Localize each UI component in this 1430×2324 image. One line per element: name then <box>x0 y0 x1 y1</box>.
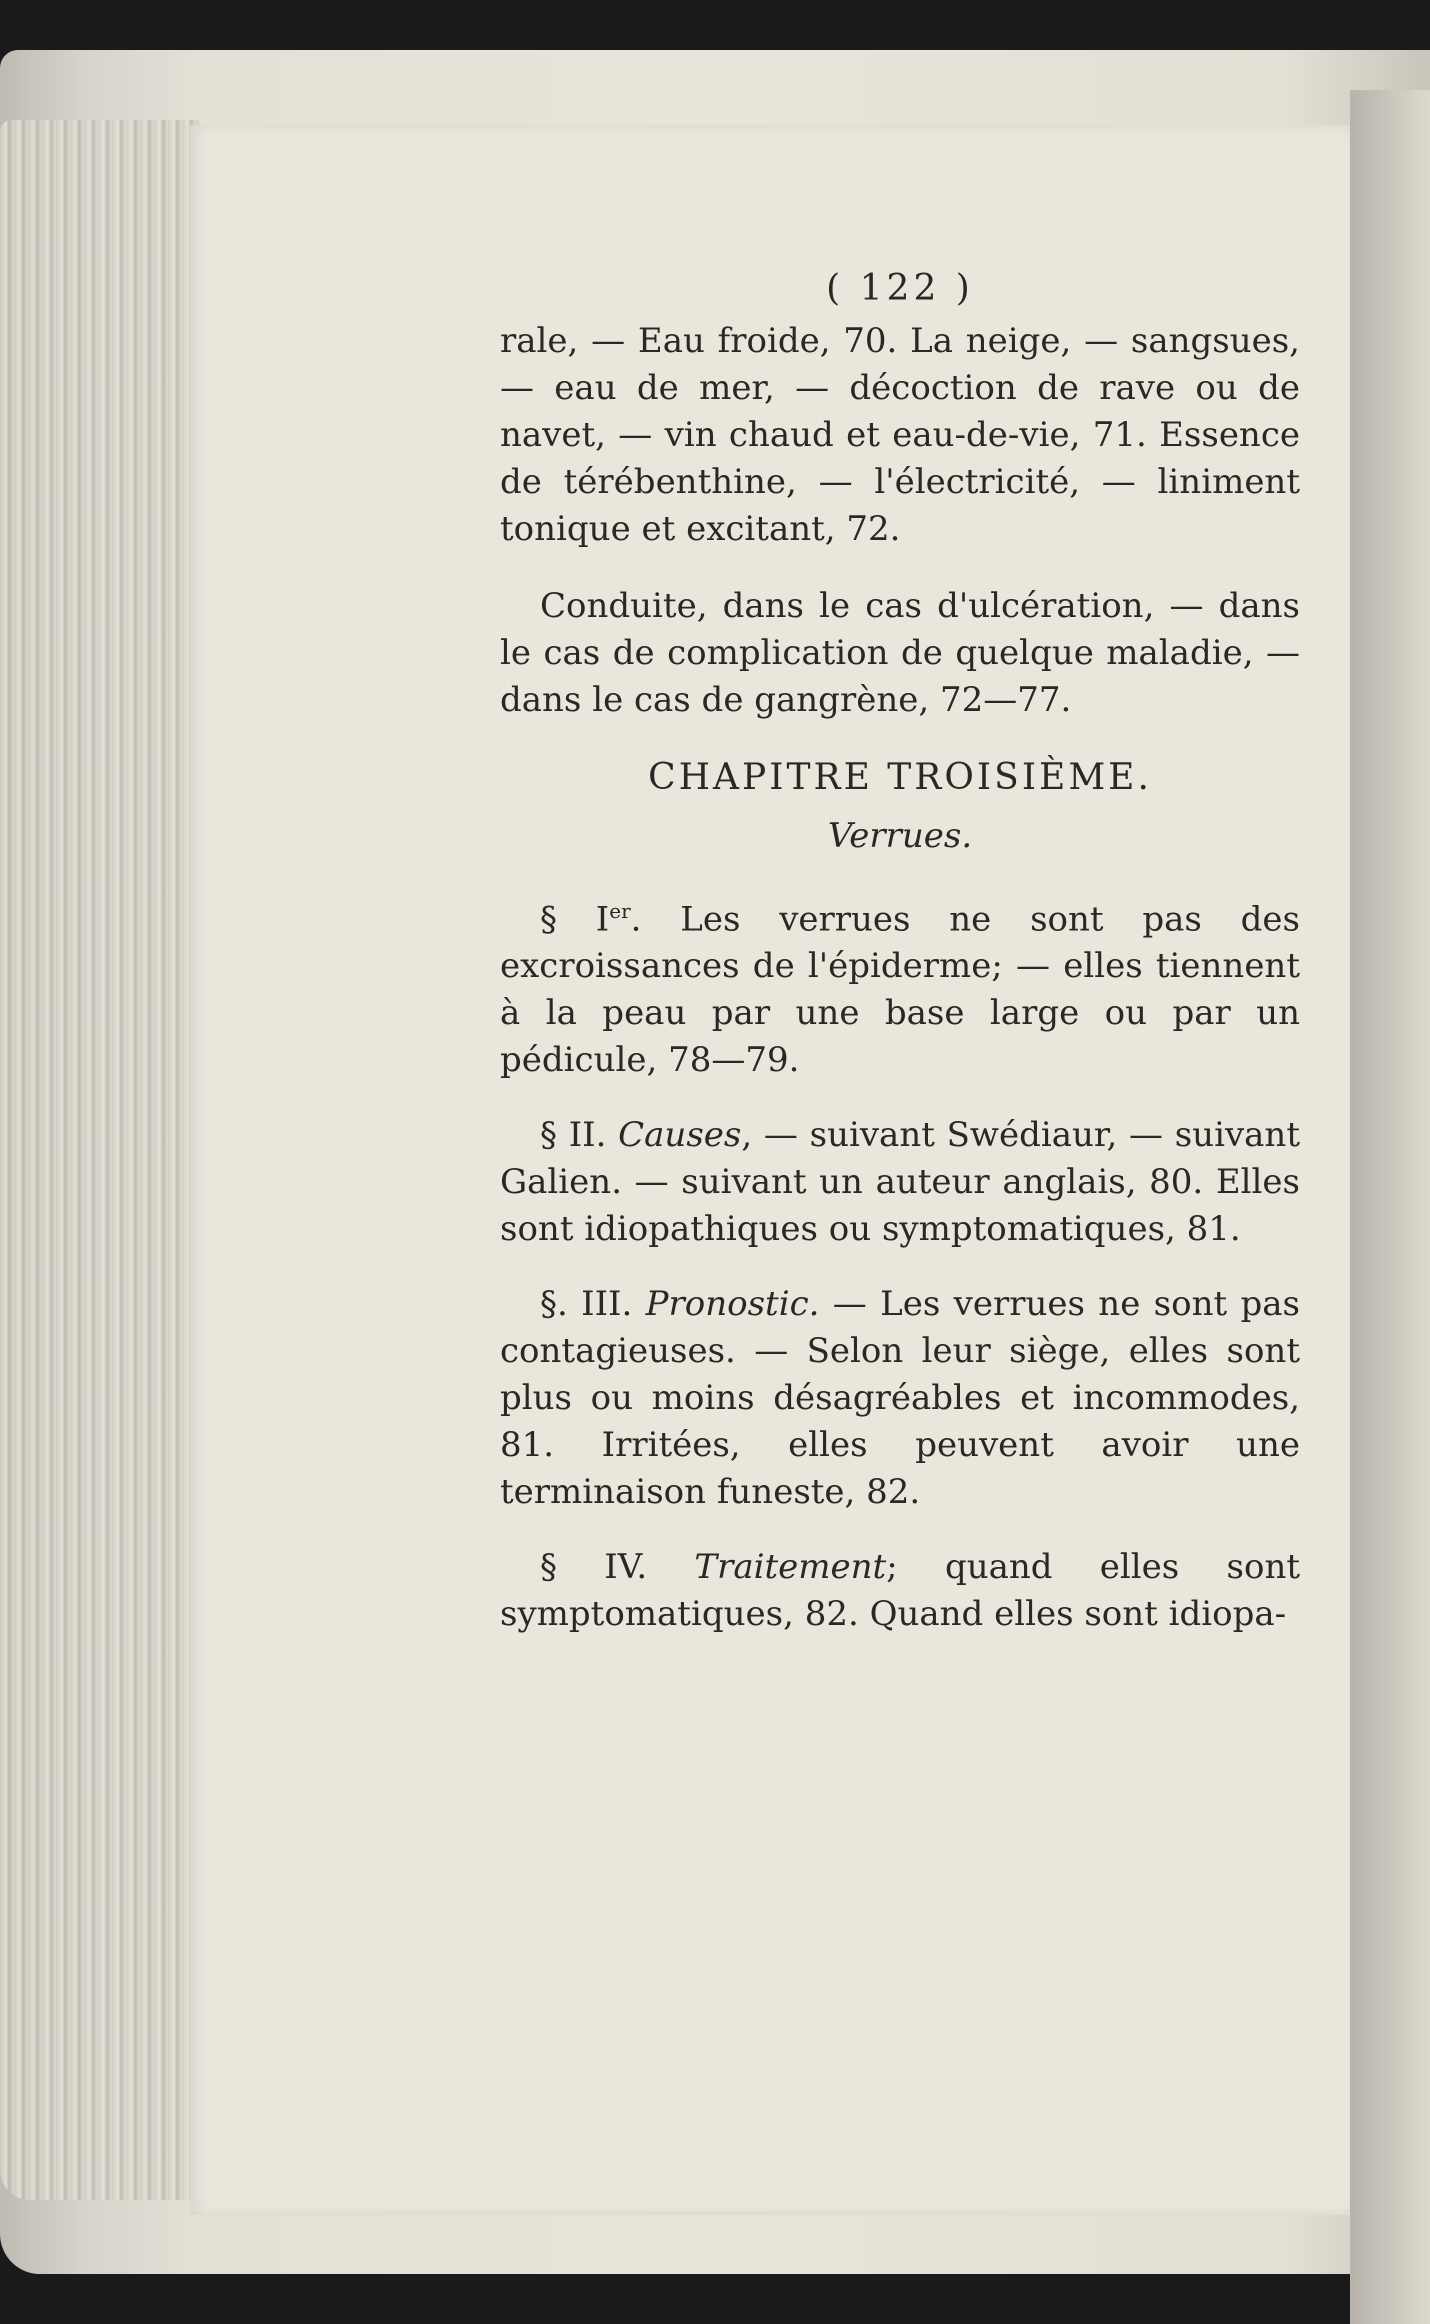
section-2-mark: § II. <box>540 1115 607 1156</box>
section-2-text: , — suivant Swédiaur, — suivant Galien. — suivant un auteur anglais, 80. Elles sont idiopathiques ou symptomatiques, 81. <box>500 1115 1300 1250</box>
section-2-title: Causes <box>618 1115 742 1156</box>
section-1-mark: § I <box>540 899 610 940</box>
section-4 <box>500 1544 1300 1638</box>
section-1-sup: er <box>609 899 631 923</box>
section-2 <box>500 1112 1300 1253</box>
section-4-title: Traitement <box>694 1547 887 1588</box>
page-edges <box>0 120 200 2200</box>
chapter-title: CHAPITRE TROISIÈME. <box>648 757 1152 798</box>
chapter-subtitle: Verrues. <box>827 816 973 856</box>
section-3-title: Pronostic. <box>645 1284 820 1325</box>
section-1 <box>500 888 1300 1084</box>
paragraph-1: rale, — Eau froide, 70. La neige, — sangsues, — eau de mer, — décoction de rave ou de navet, — vin chaud et eau-de-vie, 71. Essence de térébenthine, — l'électricité, — liniment tonique et excitant, 72. <box>500 321 1300 549</box>
section-3-text: — Les verrues ne sont pas contagieuses. — Selon leur siège, elles sont plus ou moins désagréables et incommodes, 81. Irritées, elles peuvent avoir une terminaison funeste, 82. <box>500 1284 1300 1513</box>
section-1-text: . Les verrues ne sont pas des excroissances de l'épiderme; — elles tiennent à la peau par une base large ou par un pédicule, 78—79. <box>500 899 1300 1081</box>
facing-page-edge <box>1350 90 1430 2324</box>
page-number: ( 122 ) <box>826 268 974 309</box>
section-4-text: ; quand elles sont symptomatiques, 82. Quand elles sont idiopa- <box>500 1547 1301 1635</box>
section-3 <box>500 1281 1300 1516</box>
section-4-mark: § IV. <box>540 1547 648 1588</box>
paragraph-2: Conduite, dans le cas d'ulcération, — dans le cas de complication de quelque maladie, — dans le cas de gangrène, 72—77. <box>500 586 1300 720</box>
page-content <box>500 265 1300 1666</box>
section-3-mark: §. III. <box>540 1284 633 1325</box>
